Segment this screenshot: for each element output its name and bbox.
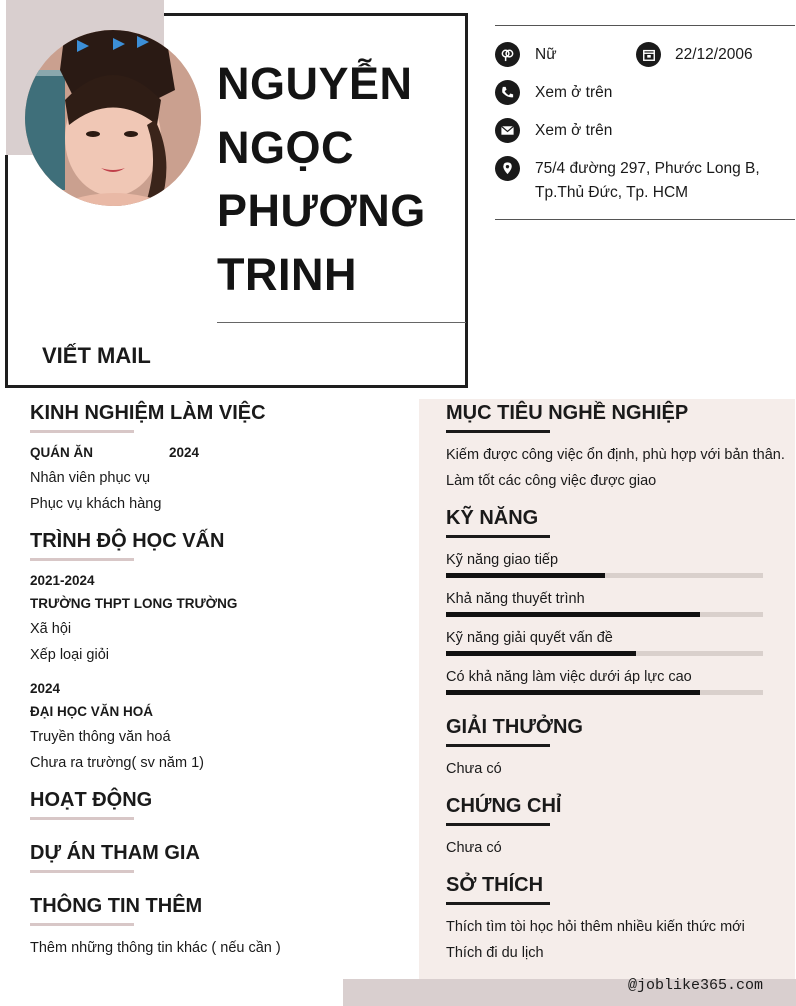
contact-divider-bottom (495, 219, 795, 220)
skill-bar-1 (446, 573, 763, 578)
email-value[interactable]: Xem ở trên (535, 122, 613, 139)
objective-underline (446, 430, 550, 433)
address-line-1: 75/4 đường 297, Phước Long B, (535, 160, 760, 177)
hobbies-underline (446, 902, 550, 905)
education-school-1: TRƯỜNG THPT LONG TRƯỜNG (30, 596, 238, 611)
education-period-2: 2024 (30, 681, 61, 696)
education-major-2: Truyền thông văn hoá (30, 729, 171, 745)
objective-line-2: Làm tốt các công việc được giao (446, 473, 657, 489)
email-icon (495, 118, 520, 143)
experience-title: KINH NGHIỆM LÀM VIỆC (30, 402, 266, 424)
education-school-2: ĐẠI HỌC VĂN HOÁ (30, 704, 154, 719)
skill-fill-3 (446, 651, 636, 656)
skill-label-2: Khả năng thuyết trình (446, 591, 585, 607)
awards-underline (446, 744, 550, 747)
skill-bar-4 (446, 690, 763, 695)
objective-title: MỤC TIÊU NGHỀ NGHIỆP (446, 402, 689, 424)
experience-year: 2024 (169, 445, 200, 460)
header-frame-left (5, 155, 8, 388)
certificates-title: CHỨNG CHỈ (446, 795, 562, 817)
avatar (25, 30, 201, 206)
header-frame-top (164, 13, 468, 16)
skill-fill-2 (446, 612, 700, 617)
experience-position: Nhân viên phục vụ (30, 470, 151, 486)
skills-underline (446, 535, 550, 538)
site-watermark: @joblike365.com (628, 977, 764, 994)
education-result-2: Chưa ra trường( sv năm 1) (30, 755, 204, 771)
activities-title: HOẠT ĐỘNG (30, 789, 153, 811)
awards-text: Chưa có (446, 761, 502, 777)
projects-underline (30, 870, 134, 873)
education-result-1: Xếp loại giỏi (30, 647, 109, 663)
header-frame-right (465, 13, 468, 388)
write-mail-link[interactable]: VIẾT MAIL (42, 343, 151, 368)
location-icon (495, 156, 520, 181)
skill-fill-1 (446, 573, 605, 578)
projects-title: DỰ ÁN THAM GIA (30, 842, 200, 864)
extra-underline (30, 923, 134, 926)
education-major-1: Xã hội (30, 621, 72, 637)
skill-bar-3 (446, 651, 763, 656)
full-name (217, 52, 462, 306)
hobbies-line-2: Thích đi du lịch (446, 945, 544, 961)
calendar-icon (636, 42, 661, 67)
hobbies-line-1: Thích tìm tòi học hỏi thêm nhiều kiến thức mới (446, 919, 745, 935)
experience-company: QUÁN ĂN (30, 445, 93, 460)
name-line-2: NGỌC (217, 121, 354, 173)
contact-divider-top (495, 25, 795, 26)
gender-value: Nữ (535, 46, 557, 63)
skill-bar-2 (446, 612, 763, 617)
phone-icon (495, 80, 520, 105)
certificates-underline (446, 823, 550, 826)
birthdate-value: 22/12/2006 (675, 46, 753, 63)
experience-description: Phục vụ khách hàng (30, 496, 162, 512)
skills-title: KỸ NĂNG (446, 507, 539, 529)
skill-label-1: Kỹ năng giao tiếp (446, 552, 559, 568)
extra-text: Thêm những thông tin khác ( nếu cần ) (30, 940, 281, 956)
phone-value[interactable]: Xem ở trên (535, 84, 613, 101)
skill-label-4: Có khả năng làm việc dưới áp lực cao (446, 669, 692, 685)
activities-underline (30, 817, 134, 820)
awards-title: GIẢI THƯỞNG (446, 716, 583, 738)
experience-underline (30, 430, 134, 433)
objective-line-1: Kiếm được công việc ổn định, phù hợp với bản thân. (446, 447, 785, 463)
skill-label-3: Kỹ năng giải quyết vấn đề (446, 630, 613, 646)
education-underline (30, 558, 134, 561)
gender-icon (495, 42, 520, 67)
education-period-1: 2021-2024 (30, 573, 95, 588)
name-divider (217, 322, 466, 323)
hobbies-title: SỞ THÍCH (446, 874, 544, 896)
skill-fill-4 (446, 690, 700, 695)
certificates-text: Chưa có (446, 840, 502, 856)
education-title: TRÌNH ĐỘ HỌC VẤN (30, 530, 225, 552)
name-line-4: TRINH (217, 248, 357, 300)
header-frame-bottom (5, 385, 468, 388)
name-line-1: NGUYỄN (217, 58, 413, 109)
extra-title: THÔNG TIN THÊM (30, 895, 203, 917)
address-line-2: Tp.Thủ Đức, Tp. HCM (535, 184, 689, 201)
name-line-3: PHƯƠNG (217, 185, 426, 236)
